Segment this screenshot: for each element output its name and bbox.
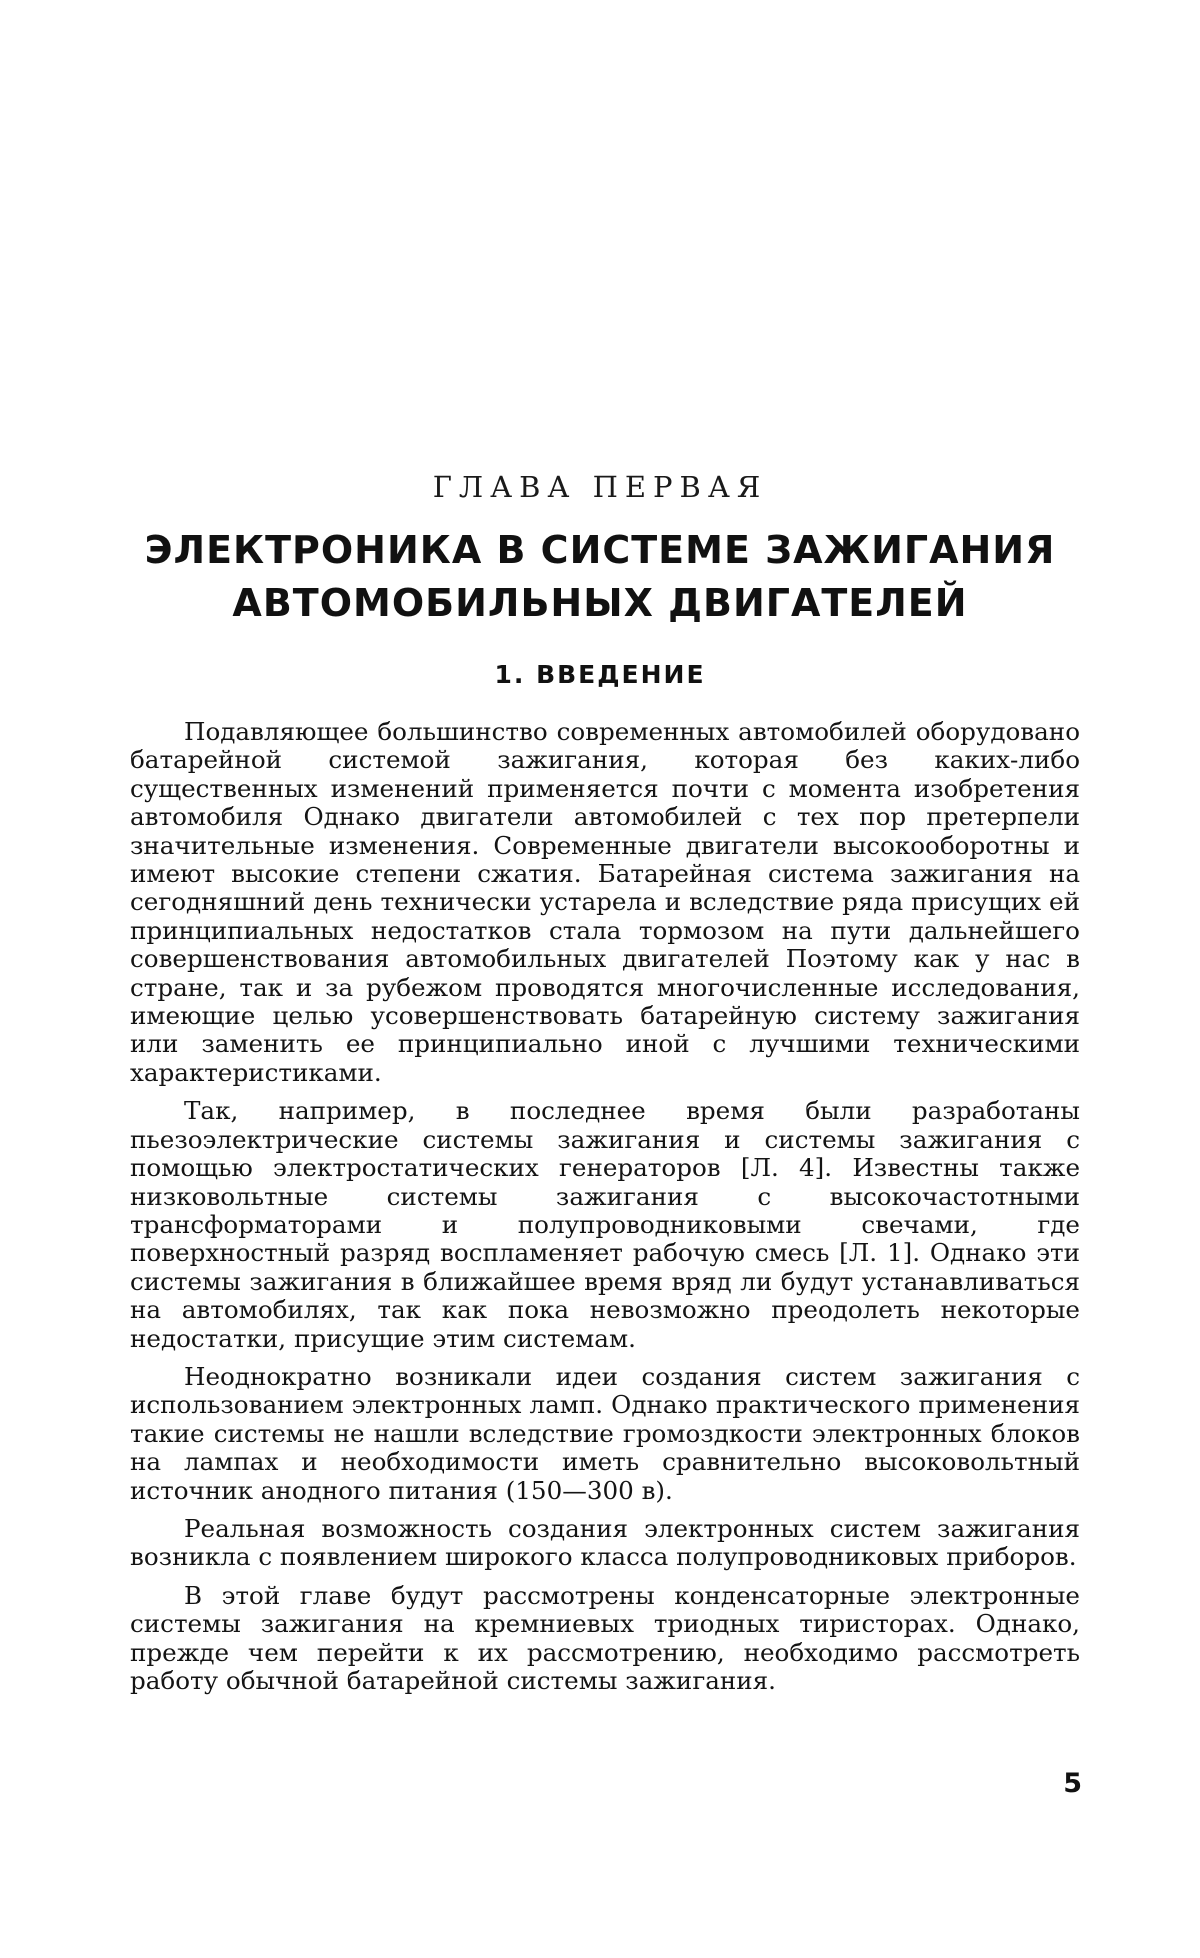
chapter-title	[130, 524, 1070, 630]
page-number: 5	[1063, 1768, 1082, 1799]
chapter-label: ГЛАВА ПЕРВАЯ	[432, 470, 768, 504]
chapter-title-line-1: ЭЛЕКТРОНИКА В СИСТЕМЕ ЗАЖИГАНИЯ	[144, 528, 1056, 572]
paragraph: В этой главе будут рассмотрены конденсаторные электронные системы зажигания на кремниевых триодных тиристорах. Однако, прежде чем перейти к их рассмотрению, необходимо рассмотреть работу обычной батарейной системы зажигания.	[130, 1580, 1080, 1695]
paragraph: Подавляющее большинство современных автомобилей оборудовано батарейной системой зажигания, которая без каких-либо существенных изменений применяется почти с момента изобретения автомобиля Однако двигатели автомобилей с тех пор претерпели значительные изменения. Современные двигатели высокооборотны и имеют высокие степени сжатия. Батарейная система зажигания на сегодняшний день технически устарела и вследствие ряда присущих ей принципиальных недостатков стала тормозом на пути дальнейшего совершенствования автомобильных двигателей Поэтому как у нас в стране, так и за рубежом проводятся многочисленные исследования, имеющие целью усовершенствовать батарейную систему зажигания или заменить ее принципиально иной с лучшими техническими характеристиками.	[130, 717, 1080, 1087]
paragraph: Реальная возможность создания электронных систем зажигания возникла с появлением широкого класса полупроводниковых приборов.	[130, 1513, 1080, 1572]
chapter-title-line-2: АВТОМОБИЛЬНЫХ ДВИГАТЕЛЕЙ	[232, 581, 968, 625]
paragraph: Так, например, в последнее время были разработаны пьезоэлектрические системы зажигания и системы зажигания с помощью электростатических генераторов [Л. 4]. Известны также низковольтные системы зажигания с высокочастотными трансформаторами и полупроводниковыми свечами, где поверхностный разряд воспламеняет рабочую смесь [Л. 1]. Однако эти системы зажигания в ближайшее время вряд ли будут устанавливаться на автомобилях, так как пока невозможно преодолеть некоторые недостатки, присущие этим системам.	[130, 1096, 1080, 1353]
body-text	[130, 718, 1080, 1705]
section-heading: 1. ВВЕДЕНИЕ	[494, 660, 706, 689]
paragraph: Неоднократно возникали идеи создания систем зажигания с использованием электронных ламп. Однако практического применения такие системы не нашли вследствие громоздкости электронных блоков на лампах и необходимости иметь сравнительно высоковольтный источник анодного питания (150—300 в).	[130, 1361, 1080, 1505]
